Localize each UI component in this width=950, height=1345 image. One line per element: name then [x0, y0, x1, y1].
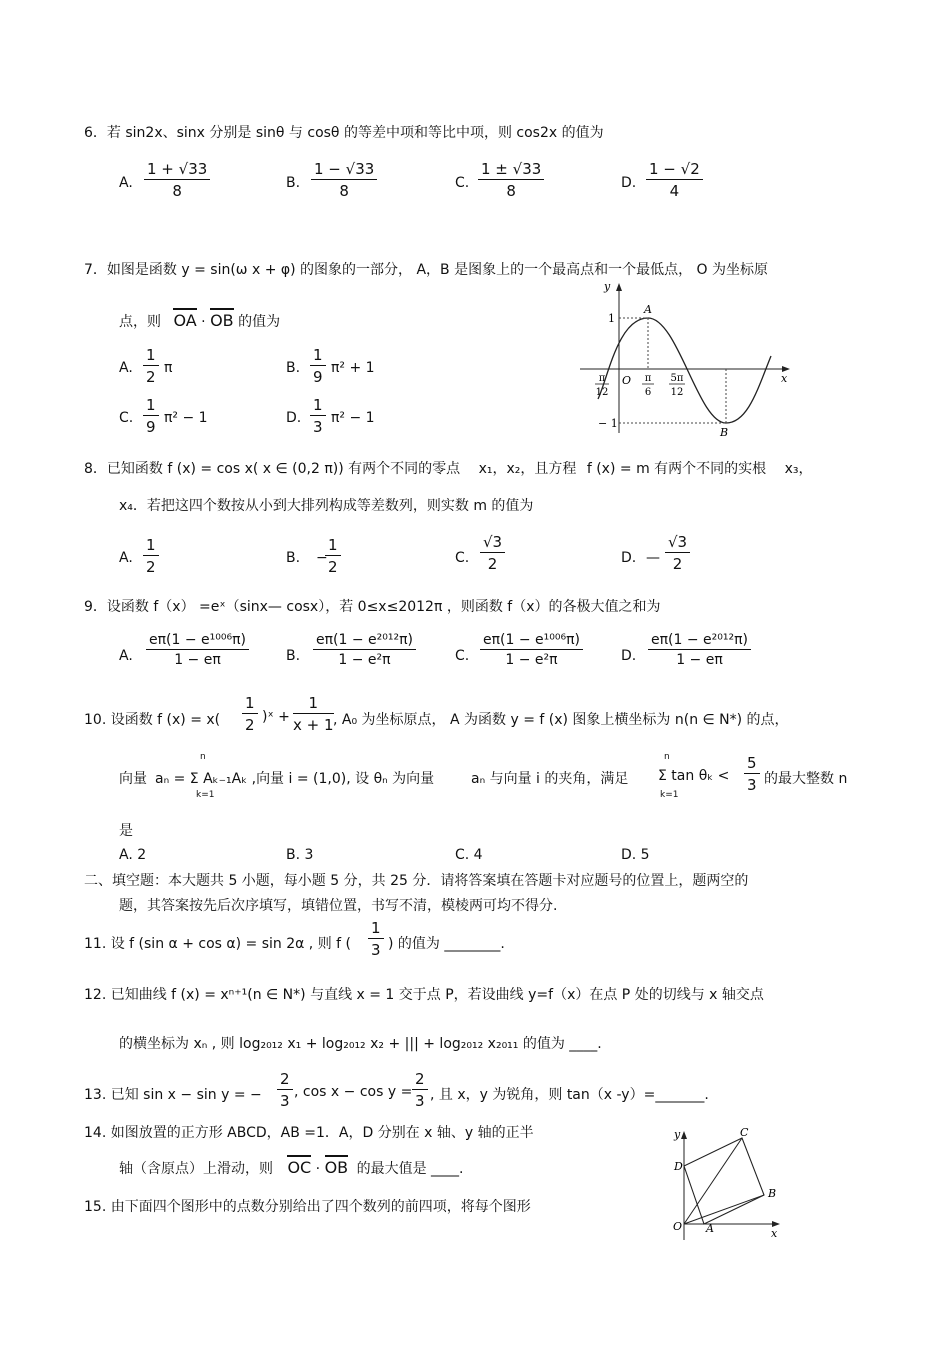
q10-frac-half: $\frac{1}{2}$: [242, 694, 258, 734]
q9-option-d-fraction: $\frac{\text{eπ(1 − e²⁰¹²π)}}{1 - e\pi}$: [648, 632, 751, 668]
q8-option-d-label: D.: [621, 550, 637, 566]
q9-stem: 9．设函数 f（x） =eˣ（sinx— cosx），若 0≤x≤2012π ，则函数 f（x）的各极大值之和为: [84, 599, 661, 615]
q10-frac-five-thirds: $\frac{5}{3}$: [744, 754, 760, 794]
y-neg-one-label: − 1: [598, 417, 618, 430]
axis-x-label: x: [781, 372, 788, 385]
q10-line2-a: 向量: [119, 771, 147, 787]
q13-frac2: $\frac{2}{3}$: [412, 1070, 428, 1110]
q15-line1: 15. 由下面四个图形中的点数分别给出了四个数列的前四项，将每个图形: [84, 1199, 531, 1215]
q7-sine-graph: [578, 278, 798, 440]
q10-option-c: C. 4: [455, 847, 483, 863]
q7-option-a-tail: π: [164, 360, 173, 376]
tick-pi6-den: 6: [644, 387, 652, 398]
q8-stem-line1: 8．已知函数 f (x) = cos x( x ∈ (0,2 π)) 有两个不同的零点 x₁，x₂，且方程 f (x) = m 有两个不同的实根 x₃，: [84, 461, 813, 477]
section2-line2: 题，其答案按先后次序填写，填错位置，书写不清，模棱两可均不得分.: [119, 898, 558, 914]
tick-pi6-num: π: [644, 373, 652, 384]
q9-option-b-fraction: $\frac{\text{eπ(1 − e²⁰¹²π)}}{\text{1 − e²π}}$: [313, 632, 416, 668]
y-axis-arrow-icon: [616, 283, 622, 291]
q10-option-d: D. 5: [621, 847, 650, 863]
q13-text-a: 13. 已知 sin x − sin y = −: [84, 1087, 262, 1103]
q6-option-d-fraction: $\frac{1 - √2}{4}$: [646, 160, 703, 200]
q13-frac1: $\frac{2}{3}$: [277, 1070, 293, 1110]
q7-option-b-fraction: $\frac{1}{9}$: [310, 346, 326, 386]
origin-label: O: [622, 374, 632, 387]
q10-option-a: A. 2: [119, 847, 147, 863]
axis-y-label: y: [604, 280, 611, 293]
axis-x-label: x: [771, 1227, 778, 1240]
q6-option-b-fraction: $\frac{1 - √33}{8}$: [311, 160, 377, 200]
vector-oc: OC: [287, 1155, 311, 1177]
segment-oc: [684, 1138, 742, 1224]
point-a-label: A: [706, 1222, 714, 1235]
q6-option-d-label: D.: [621, 175, 637, 191]
q8-option-b-sign: −: [316, 550, 328, 566]
sine-curve: [595, 318, 771, 423]
section2-line1: 二、填空题：本大题共 5 小题，每小题 5 分，共 25 分．请将答案填在答题卡对应题号的位置上，题两空的: [84, 873, 749, 889]
q9-option-a-fraction: $\frac{\text{eπ(1 − e¹⁰⁰⁶π)}}{1 - e\pi}$: [146, 632, 249, 668]
vector-ob-q14: OB: [325, 1155, 349, 1177]
tick-pi12-den: 12: [595, 387, 609, 398]
q10-line3: 是: [119, 823, 133, 839]
tick-5pi12-den: 12: [670, 387, 684, 398]
point-a-label: A: [644, 303, 652, 316]
q10-frac-x1: $\frac{1}{x + 1}$: [293, 694, 334, 734]
q10-line2-d: Σ tan θₖ <: [658, 768, 730, 784]
vector-ob: OB: [210, 308, 234, 330]
q11-text-a: 11. 设 f (sin α + cos α) = sin 2α , 则 f (: [84, 936, 351, 952]
q7-stem-line2: 点，则 OA · OB 的值为: [119, 311, 280, 331]
q10-line1-c: , A₀ 为坐标原点， A 为函数 y = f (x) 图象上横坐标为 n(n ∈ N*) 的点，: [333, 712, 789, 728]
q7-option-d-label: D.: [286, 410, 302, 426]
q8-option-b-fraction: $\frac{1}{2}$: [325, 536, 341, 576]
point-b-label: B: [720, 426, 729, 439]
q6-stem: 6．若 sin2x、sinx 分别是 sinθ 与 cosθ 的等差中项和等比中项，则 cos2x 的值为: [84, 125, 604, 141]
q7-option-b-label: B.: [286, 360, 301, 376]
vector-oa: OA: [173, 308, 196, 330]
q9-option-c-fraction: $\frac{\text{eπ(1 − e¹⁰⁰⁶π)}}{\text{1 − e²π}}$: [480, 632, 583, 668]
q8-option-d-fraction: $\frac{√3}{2}$: [665, 533, 690, 573]
q6-option-b-label: B.: [286, 175, 301, 191]
q7-option-c-fraction: $\frac{1}{9}$: [143, 396, 159, 436]
q8-option-c-fraction: $\frac{√3}{2}$: [480, 533, 505, 573]
point-c-label: C: [740, 1126, 749, 1139]
q13-text-b: , cos x − cos y =: [294, 1084, 413, 1100]
q8-option-a-fraction: $\frac{1}{2}$: [143, 536, 159, 576]
q6-option-c-label: C.: [455, 175, 470, 191]
q9-option-b-label: B.: [286, 648, 301, 664]
q13-text-c: , 且 x，y 为锐角，则 tan（x -y）=_______.: [430, 1087, 709, 1103]
q10-line1-a: 10. 设函数 f (x) = x(: [84, 712, 221, 728]
q10-sum2-bottom: k=1: [660, 790, 679, 800]
q8-option-b-label: B.: [286, 550, 301, 566]
q7-option-b-tail: π² + 1: [331, 360, 375, 376]
q6-option-a-label: A.: [119, 175, 133, 191]
q8-option-c-label: C.: [455, 550, 470, 566]
q10-sum2-top: n: [664, 752, 670, 762]
q6-option-c-fraction: $\frac{1 \pm √33}{8}$: [478, 160, 544, 200]
q7-option-a-label: A.: [119, 360, 133, 376]
q7-stem: 7．如图是函数 y = sin(ω x + φ) 的图象的一部分， A，B 是图象上的一个最高点和一个最低点， O 为坐标原: [84, 262, 769, 278]
q11-text-b: ) 的值为 ________.: [388, 936, 505, 952]
q7-option-c-tail: π² − 1: [164, 410, 208, 426]
q7-option-d-fraction: $\frac{1}{3}$: [310, 396, 326, 436]
q8-option-d-sign: —: [646, 550, 660, 566]
q10-line2-e: 的最大整数 n: [764, 771, 848, 787]
q7-option-d-tail: π² − 1: [331, 410, 375, 426]
q9-option-a-label: A.: [119, 648, 133, 664]
q9-option-c-label: C.: [455, 648, 470, 664]
q10-line2-b: aₙ = Σ Aₖ₋₁Aₖ ,向量 i = (1,0), 设 θₙ 为向量: [155, 771, 435, 787]
axis-y-label: y: [674, 1128, 681, 1141]
q6-option-a-fraction: $\frac{1 + √33}{8}$: [144, 160, 210, 200]
q9-option-d-label: D.: [621, 648, 637, 664]
q12-line2: 的横坐标为 xₙ , 则 log₂₀₁₂ x₁ + log₂₀₁₂ x₂ + ||| + log₂₀₁₂ x₂₀₁₁ 的值为 ____.: [119, 1036, 602, 1052]
q11-frac-third: $\frac{1}{3}$: [368, 919, 384, 959]
q10-sum-bottom: k=1: [196, 790, 215, 800]
q7-option-a-fraction: $\frac{1}{2}$: [143, 346, 159, 386]
point-d-label: D: [674, 1160, 683, 1173]
y-one-label: 1: [608, 312, 615, 325]
y-axis-arrow-icon: [681, 1131, 687, 1139]
q14-line1: 14. 如图放置的正方形 ABCD，AB =1．A，D 分别在 x 轴、y 轴的正半: [84, 1125, 534, 1141]
q7-option-c-label: C.: [119, 410, 134, 426]
q10-line1-b: )ˣ +: [262, 709, 290, 725]
q10-option-b: B. 3: [286, 847, 314, 863]
q8-stem-line2: x₄．若把这四个数按从小到大排列构成等差数列，则实数 m 的值为: [119, 498, 534, 514]
q10-line2-c: aₙ 与向量 i 的夹角，满足: [471, 771, 629, 787]
point-b-label: B: [768, 1187, 777, 1200]
tick-pi12-num: π: [598, 373, 606, 384]
q14-square-figure: [664, 1122, 784, 1244]
q8-option-a-label: A.: [119, 550, 133, 566]
square-abcd: [684, 1138, 764, 1224]
q14-line2: 轴（含原点）上滑动，则 OC · OB 的最大值是 ____.: [119, 1158, 464, 1178]
q10-sum-top: n: [200, 752, 206, 762]
tick-5pi12-num: 5π: [670, 373, 684, 384]
origin-label: O: [673, 1220, 683, 1233]
q12-line1: 12. 已知曲线 f (x) = xⁿ⁺¹(n ∈ N*) 与直线 x = 1 交于点 P，若设曲线 y=f（x）在点 P 处的切线与 x 轴交点: [84, 987, 764, 1003]
